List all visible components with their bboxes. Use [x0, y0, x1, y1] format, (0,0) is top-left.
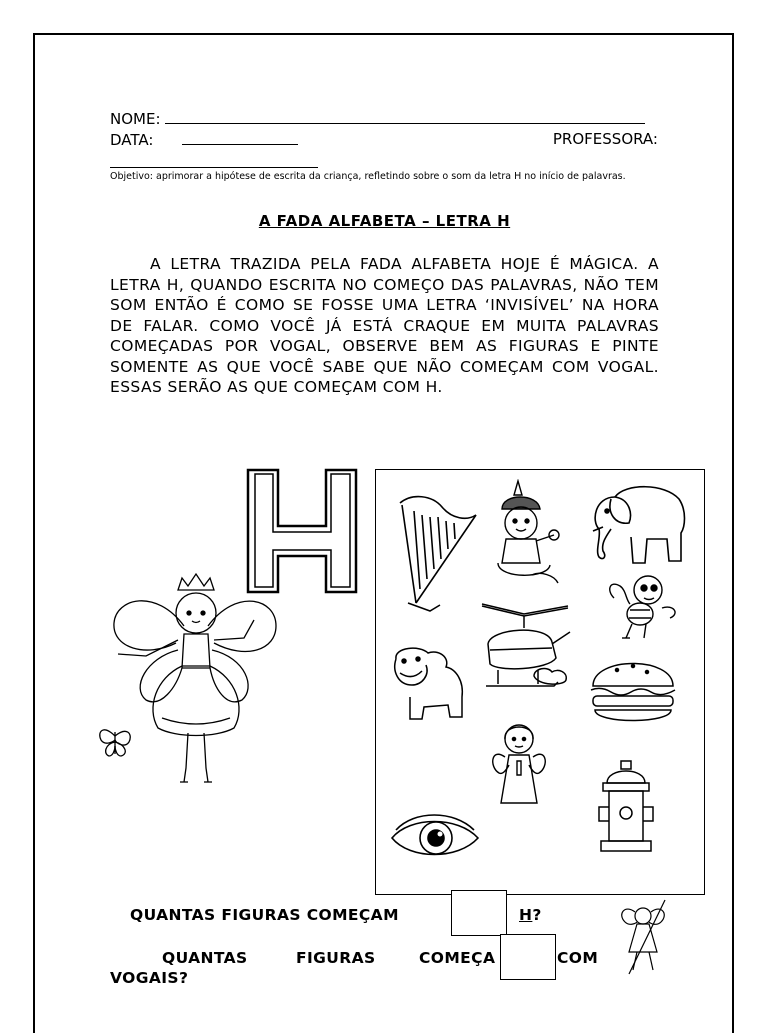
angel-icon[interactable] — [487, 717, 551, 812]
teacher-line[interactable] — [110, 167, 318, 168]
hippo-icon[interactable] — [390, 645, 466, 725]
question-2-word-1: QUANTAS — [162, 949, 248, 967]
question-1-text: QUANTAS FIGURAS COMEÇAM — [130, 906, 399, 924]
page-title: A FADA ALFABETA – LETRA H — [258, 212, 511, 230]
small-fairy-icon — [615, 898, 673, 978]
question-2-word-4: COM — [557, 949, 599, 967]
answer-box-1[interactable] — [451, 890, 507, 936]
question-2-word-2: FIGURAS — [296, 949, 376, 967]
question-2-word-3: COMEÇA — [419, 949, 496, 967]
hydrant-icon[interactable] — [593, 757, 659, 857]
helicopter-icon[interactable] — [478, 600, 573, 700]
objective-text: Objetivo: aprimorar a hipótese de escrita da criança, refletindo sobre o som da letra H no início de palavras. — [110, 171, 626, 182]
teacher-label: PROFESSORA: — [552, 130, 658, 148]
answer-box-2[interactable] — [500, 934, 556, 980]
question-1-letter-row — [519, 906, 542, 924]
question-1-mark: ? — [532, 906, 542, 924]
harp-icon[interactable] — [392, 493, 482, 613]
name-row — [110, 109, 658, 128]
date-row — [110, 130, 658, 149]
bee-icon[interactable] — [602, 568, 684, 648]
date-label: DATA: — [110, 131, 154, 149]
elephant-icon[interactable] — [585, 477, 690, 569]
butterfly-icon — [95, 722, 135, 760]
name-label: NOME: — [110, 110, 161, 128]
date-line[interactable] — [182, 130, 298, 145]
question-2-line-2: VOGAIS? — [110, 969, 189, 987]
hamburger-icon[interactable] — [587, 652, 679, 728]
instructions-paragraph: A LETRA TRAZIDA PELA FADA ALFABETA HOJE É MÁGICA. A LETRA H, QUANDO ESCRITA NO COMEÇO DAS PALAVRAS, NÃO TEM SOM ENTÃO É COMO SE FOSSE UMA LETRA ‘INVISÍVEL’ NA HORA DE FALAR. COMO VOCÊ JÁ ESTÁ CRAQUE EM MUITA PALAVRAS COMEÇADAS POR VOGAL, OBSERVE BEM AS FIGURAS E PINTE SOMENTE AS QUE VOCÊ SABE QUE NÃO COMEÇAM COM VOGAL. ESSAS SERÃO AS QUE COMEÇAM COM H. — [110, 255, 659, 396]
eye-icon[interactable] — [388, 806, 480, 868]
child-indian-icon[interactable] — [488, 479, 563, 591]
question-1-letter: H — [519, 906, 533, 924]
name-line[interactable] — [165, 109, 645, 124]
